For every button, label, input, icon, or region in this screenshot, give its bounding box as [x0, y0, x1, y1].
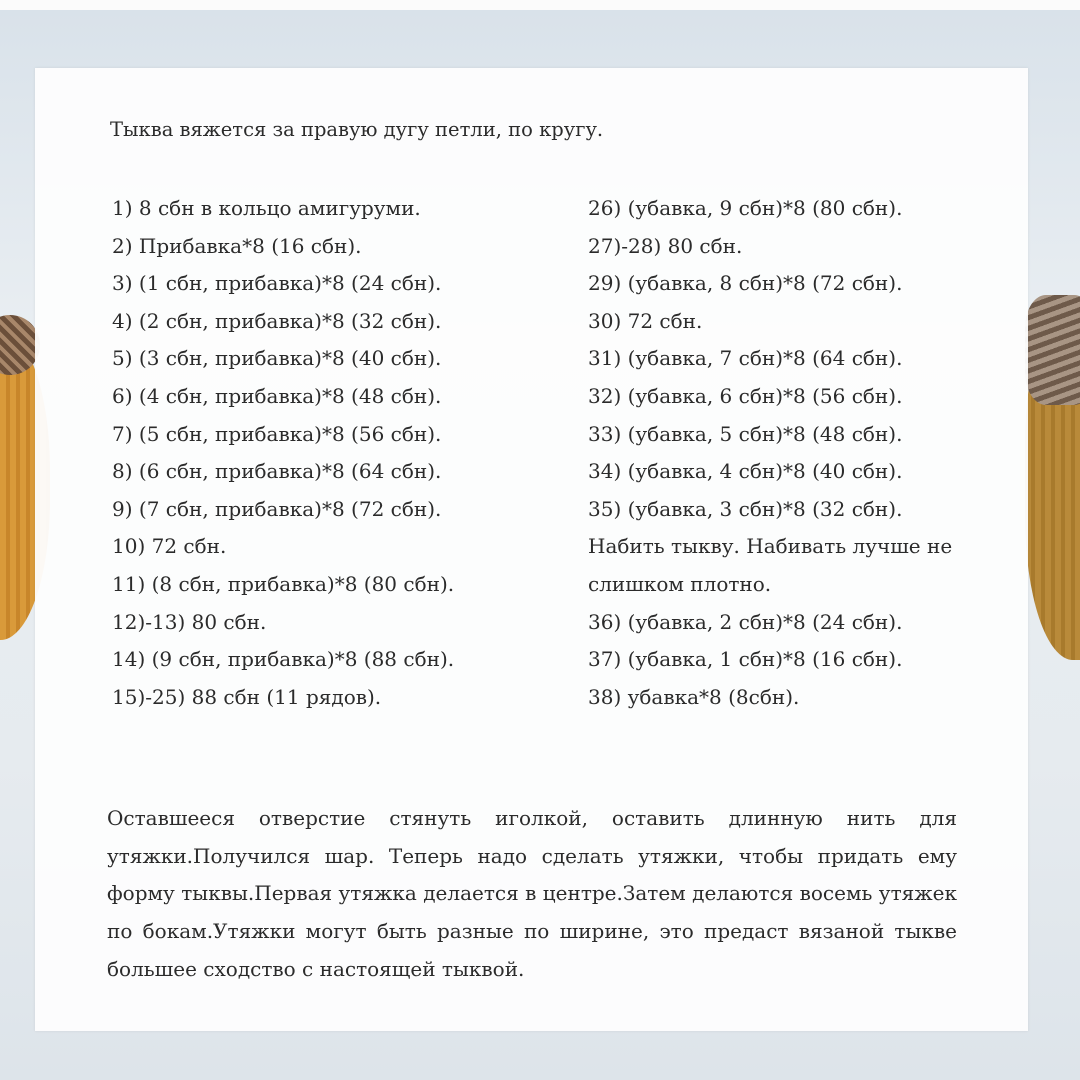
top-strip	[0, 0, 1080, 10]
pattern-row: 12)-13) 80 сбн.	[112, 609, 267, 634]
pattern-row: 1) 8 сбн в кольцо амигуруми.	[112, 196, 421, 220]
stuffing-note-line: Набить тыкву. Набивать лучше не	[588, 534, 953, 559]
pattern-row: 38) убавка*8 (8сбн).	[588, 684, 800, 709]
pattern-row: 30) 72 сбн.	[588, 308, 703, 333]
pattern-row: 7) (5 сбн, прибавка)*8 (56 сбн).	[112, 421, 442, 446]
pattern-row: 4) (2 сбн, прибавка)*8 (32 сбн).	[112, 308, 442, 333]
knitted-pumpkin-right-stem	[1025, 295, 1080, 405]
pattern-row: 33) (убавка, 5 сбн)*8 (48 сбн).	[588, 421, 903, 446]
pattern-row: 5) (3 сбн, прибавка)*8 (40 сбн).	[112, 346, 442, 371]
pattern-row: 34) (убавка, 4 сбн)*8 (40 сбн).	[588, 459, 903, 484]
pattern-row: 9) (7 сбн, прибавка)*8 (72 сбн).	[112, 496, 442, 521]
pattern-row: 2) Прибавка*8 (16 сбн).	[112, 233, 362, 258]
intro-text: Тыква вяжется за правую дугу петли, по кругу.	[110, 118, 604, 141]
pattern-row: 14) (9 сбн, прибавка)*8 (88 сбн).	[112, 647, 455, 672]
pattern-row: 3) (1 сбн, прибавка)*8 (24 сбн).	[112, 271, 442, 296]
pattern-row: 36) (убавка, 2 сбн)*8 (24 сбн).	[588, 609, 903, 634]
pattern-row: 10) 72 сбн.	[112, 534, 227, 559]
rows-left-column	[112, 190, 454, 716]
pattern-row: 15)-25) 88 сбн (11 рядов).	[112, 684, 382, 709]
pattern-row: 8) (6 сбн, прибавка)*8 (64 сбн).	[112, 459, 442, 484]
stuffing-note-line: слишком плотно.	[588, 571, 772, 596]
pattern-row: 26) (убавка, 9 сбн)*8 (80 сбн).	[588, 196, 903, 220]
pattern-row: 27)-28) 80 сбн.	[588, 233, 743, 258]
pattern-row: 29) (убавка, 8 сбн)*8 (72 сбн).	[588, 271, 903, 296]
pattern-row: 11) (8 сбн, прибавка)*8 (80 сбн).	[112, 571, 455, 596]
pattern-row: 35) (убавка, 3 сбн)*8 (32 сбн).	[588, 496, 903, 521]
pattern-row: 31) (убавка, 7 сбн)*8 (64 сбн).	[588, 346, 903, 371]
pattern-row: 37) (убавка, 1 сбн)*8 (16 сбн).	[588, 647, 903, 672]
pattern-row: 6) (4 сбн, прибавка)*8 (48 сбн).	[112, 383, 442, 408]
rows-right-column	[588, 190, 952, 716]
pattern-row: 32) (убавка, 6 сбн)*8 (56 сбн).	[588, 383, 903, 408]
finishing-instructions: Оставшееся отверстие стянуть иголкой, оставить длинную нить для утяжки.Получился шар. Теперь надо сделать утяжки, чтобы придать ему форму тыквы.Первая утяжка делается в центре.Затем делаются восемь утяжек по бокам.Утяжки могут быть разные по ширине, это предаст вязаной тыкве большее сходство с настоящей тыквой.	[107, 806, 957, 981]
